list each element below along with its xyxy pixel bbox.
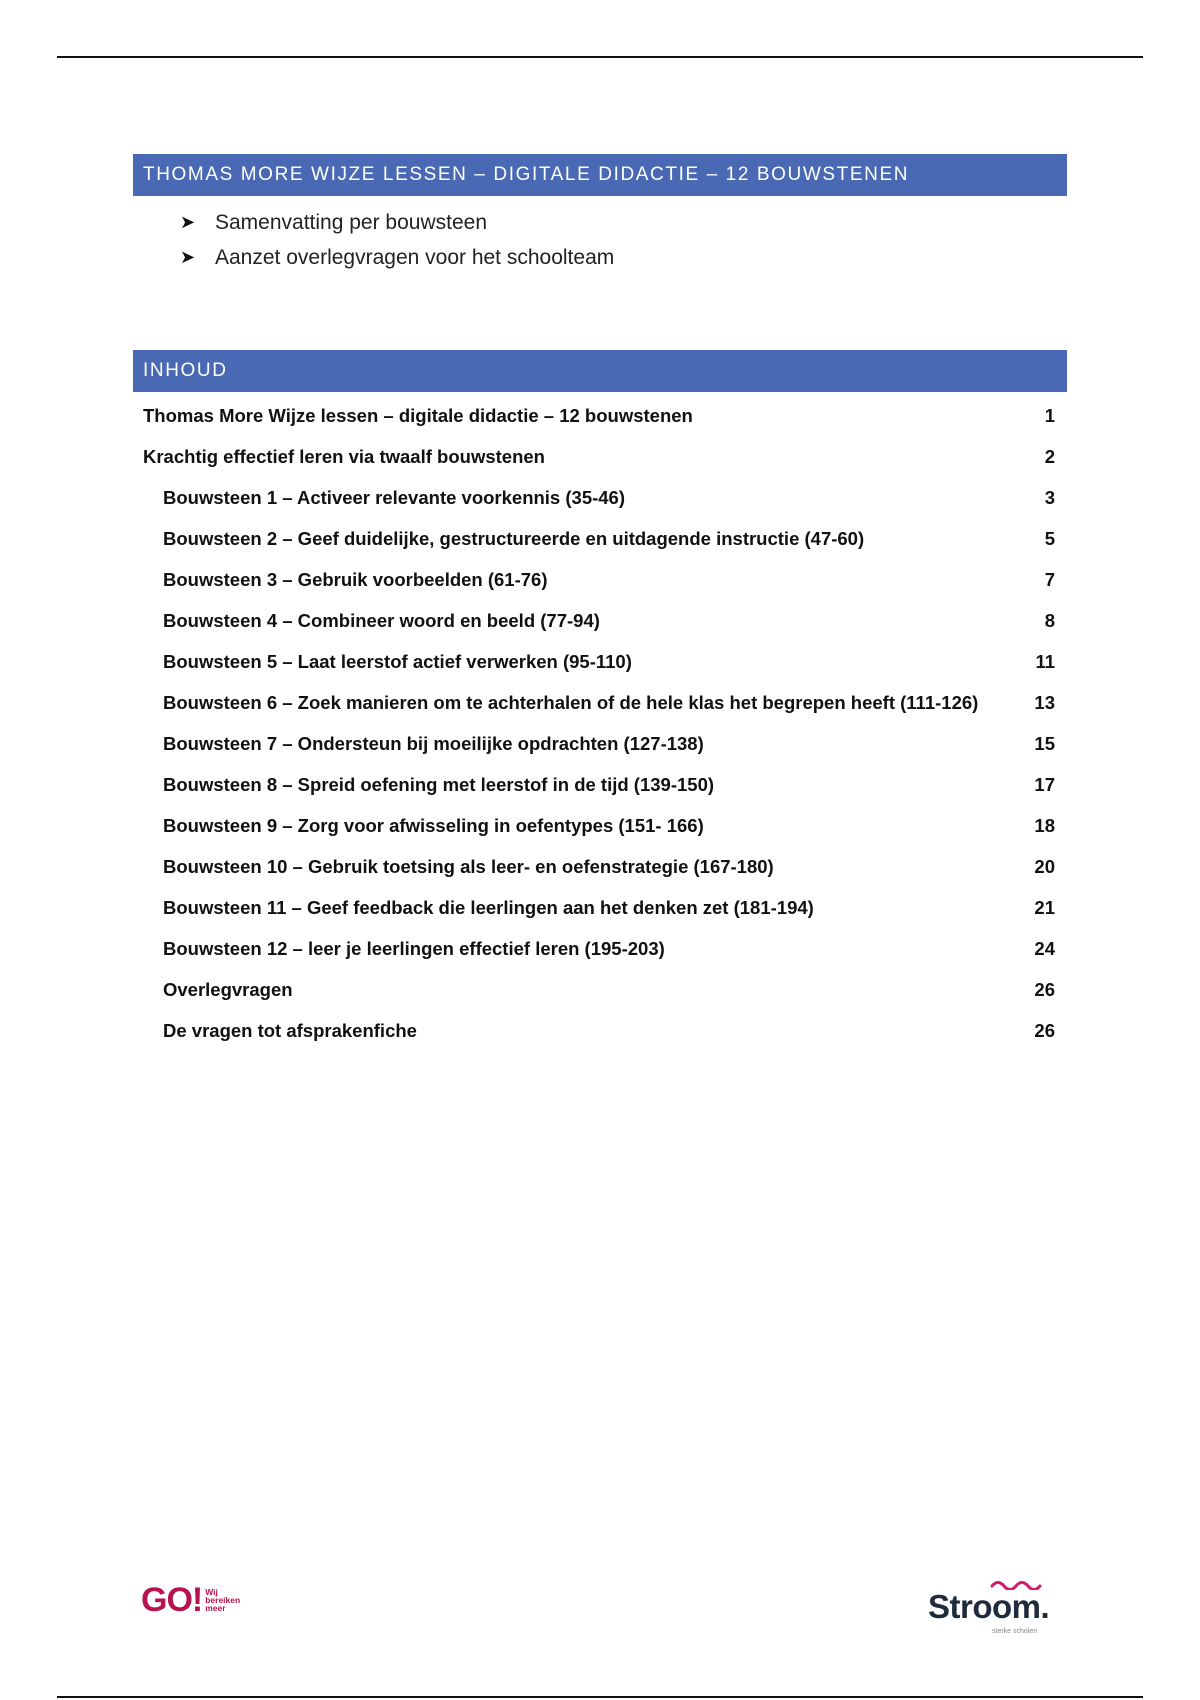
- toc-entry-page: 17: [1034, 773, 1055, 795]
- toc-entry[interactable]: [143, 846, 1057, 887]
- toc-entry-label: Bouwsteen 2 – Geef duidelijke, gestructureerde en uitdagende instructie (47-60): [163, 527, 865, 549]
- toc-entry-label: Krachtig effectief leren via twaalf bouwstenen: [143, 445, 545, 467]
- toc-entry-page: 11: [1035, 650, 1055, 672]
- toc-entry[interactable]: [143, 723, 1057, 764]
- toc-entry-label: Thomas More Wijze lessen – digitale didactie – 12 bouwstenen: [143, 404, 693, 426]
- stroom-logo: [928, 1578, 1058, 1638]
- toc-entry[interactable]: [143, 395, 1057, 436]
- toc-entry-page: 24: [1034, 937, 1055, 959]
- toc-entry-label: Bouwsteen 11 – Geef feedback die leerlingen aan het denken zet (181-194): [163, 896, 814, 918]
- toc-entry-page: 20: [1034, 855, 1055, 877]
- go-logo-mark: GO!: [141, 1581, 203, 1619]
- toc-entry[interactable]: [143, 559, 1057, 600]
- toc-entry-page: 2: [1044, 445, 1055, 467]
- toc-entry[interactable]: [143, 477, 1057, 518]
- toc-entry[interactable]: [143, 600, 1057, 641]
- toc-entry-page: 8: [1044, 609, 1055, 631]
- toc-entry[interactable]: [143, 764, 1057, 805]
- bullet-item: [180, 240, 614, 275]
- toc-entry-label: Bouwsteen 12 – leer je leerlingen effectief leren (195-203): [163, 937, 665, 959]
- toc-entry[interactable]: [143, 518, 1057, 559]
- arrow-bullet-icon: ➤: [180, 212, 196, 232]
- toc-entry-label: Bouwsteen 8 – Spreid oefening met leerstof in de tijd (139-150): [163, 773, 715, 795]
- toc-entry[interactable]: [143, 805, 1057, 846]
- bullet-text: Samenvatting per bouwsteen: [215, 210, 488, 234]
- toc-entry[interactable]: [143, 1010, 1057, 1051]
- toc-entry[interactable]: [143, 928, 1057, 969]
- arrow-bullet-icon: ➤: [180, 247, 196, 267]
- toc-heading-band: INHOUD: [133, 350, 1067, 392]
- toc-entry-page: 15: [1034, 732, 1055, 754]
- toc-entry-label: Bouwsteen 1 – Activeer relevante voorkennis (35-46): [163, 486, 626, 508]
- toc-entry-label: De vragen tot afsprakenfiche: [163, 1019, 417, 1041]
- toc-entry[interactable]: [143, 887, 1057, 928]
- toc-entry-label: Bouwsteen 7 – Ondersteun bij moeilijke opdrachten (127-138): [163, 732, 704, 754]
- toc-entry-page: 13: [1034, 691, 1055, 713]
- go-logo-tagline: Wij bereiken meer: [205, 1587, 241, 1613]
- stroom-logo-name: Stroom.: [928, 1588, 1050, 1625]
- bottom-rule: [57, 1696, 1143, 1698]
- bullet-item: [180, 205, 614, 240]
- bullet-text: Aanzet overlegvragen voor het schoolteam: [215, 245, 615, 269]
- toc-entry[interactable]: [143, 969, 1057, 1010]
- go-logo: [141, 1580, 240, 1620]
- toc-entry-label: Bouwsteen 10 – Gebruik toetsing als leer- en oefenstrategie (167-180): [163, 855, 774, 877]
- toc-entry-page: 1: [1044, 404, 1055, 426]
- summary-bullet-list: [180, 205, 614, 275]
- toc-entry-label: Bouwsteen 4 – Combineer woord en beeld (77-94): [163, 609, 600, 631]
- stroom-logo-subtitle: sterke scholen: [992, 1628, 1038, 1635]
- toc-entry[interactable]: [143, 682, 1057, 723]
- top-rule: [57, 56, 1143, 58]
- table-of-contents: [143, 395, 1057, 1051]
- toc-entry-label: Overlegvragen: [163, 978, 293, 1000]
- toc-entry-page: 21: [1034, 896, 1055, 918]
- toc-entry-label: Bouwsteen 5 – Laat leerstof actief verwerken (95-110): [163, 650, 632, 672]
- toc-entry-page: 5: [1044, 527, 1055, 549]
- toc-entry-page: 18: [1034, 814, 1055, 836]
- toc-entry-label: Bouwsteen 3 – Gebruik voorbeelden (61-76): [163, 568, 548, 590]
- toc-entry[interactable]: [143, 641, 1057, 682]
- toc-entry-page: 26: [1034, 978, 1055, 1000]
- toc-entry-page: 26: [1034, 1019, 1055, 1041]
- toc-entry-page: 3: [1044, 486, 1055, 508]
- toc-entry-page: 7: [1044, 568, 1055, 590]
- toc-entry-label: Bouwsteen 6 – Zoek manieren om te achterhalen of de hele klas het begrepen heeft (111-126): [163, 691, 979, 713]
- toc-entry-label: Bouwsteen 9 – Zorg voor afwisseling in oefentypes (151- 166): [163, 814, 704, 836]
- document-title-band: THOMAS MORE WIJZE LESSEN – DIGITALE DIDACTIE – 12 BOUWSTENEN: [133, 154, 1067, 196]
- toc-entry[interactable]: [143, 436, 1057, 477]
